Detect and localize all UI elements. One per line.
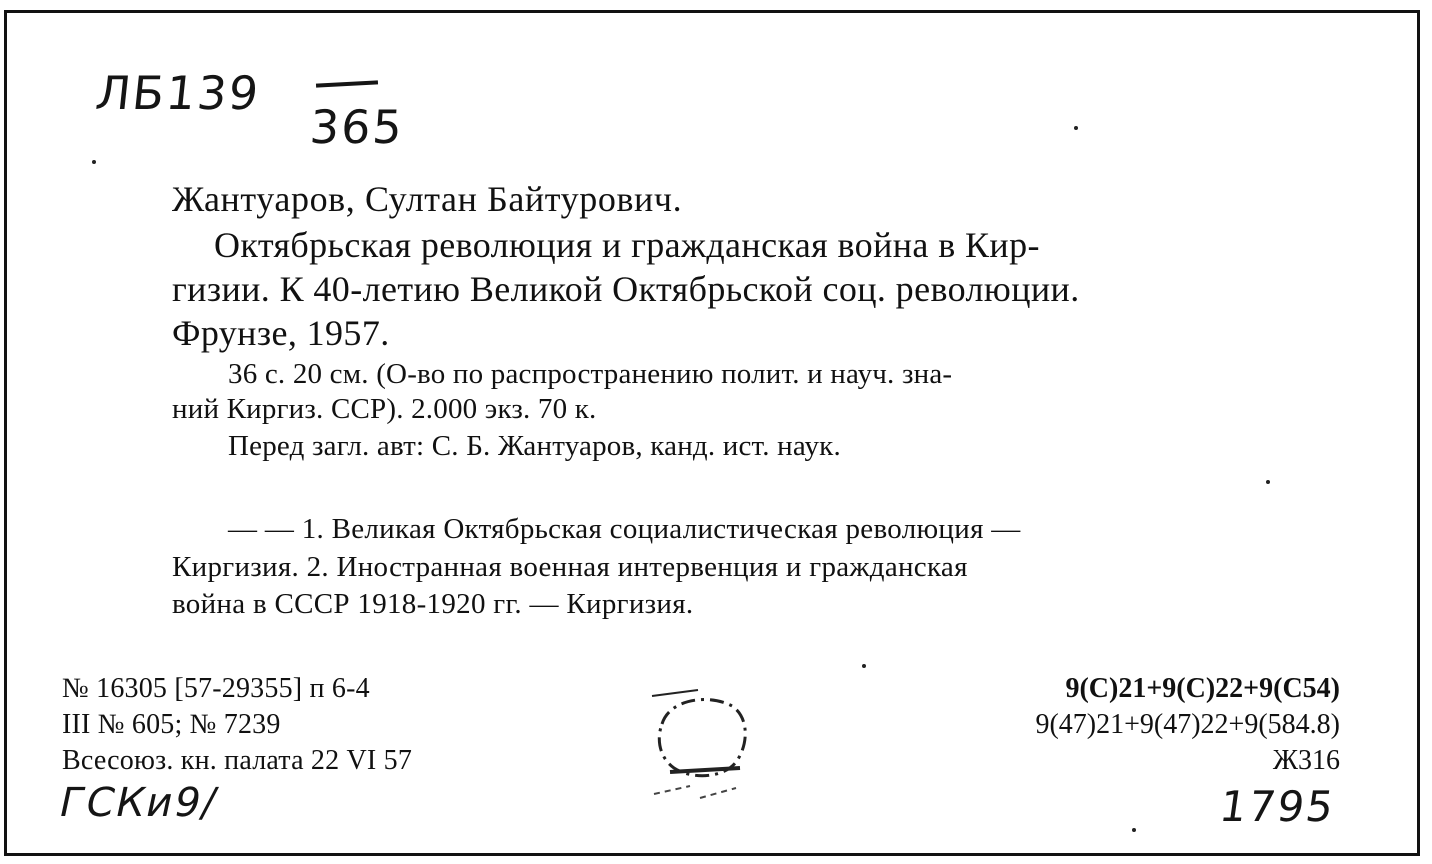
paper-speck	[1132, 828, 1136, 832]
subject-line-2: Киргизия. 2. Иностранная военная интервенция и гражданская	[172, 551, 968, 583]
footer-left-line-1: № 16305 [57-29355] п 6-4	[62, 673, 370, 704]
footer-left-line-2: III № 605; № 7239	[62, 709, 281, 740]
description-line-3: Перед загл. авт: С. Б. Жантуаров, канд. ист. наук.	[228, 430, 841, 462]
handwritten-note-bottom-right: 1795	[1216, 782, 1339, 831]
description-line-2: ний Киргиз. ССР). 2.000 экз. 70 к.	[172, 393, 597, 425]
paper-speck	[862, 664, 866, 668]
paper-speck	[1074, 126, 1078, 130]
title-line-1: Октябрьская революция и гражданская война в Кир-	[214, 225, 1040, 265]
footer-right-line-3: Ж316	[1272, 745, 1340, 776]
footer-right-line-2: 9(47)21+9(47)22+9(584.8)	[1035, 709, 1340, 740]
title-line-3: Фрунзе, 1957.	[172, 313, 390, 353]
subject-line-1: — — 1. Великая Октябрьская социалистическая революция —	[228, 513, 1021, 545]
author-heading: Жантуаров, Султан Байтурович.	[172, 179, 683, 219]
description-line-1: 36 с. 20 см. (О-во по распространению полит. и науч. зна-	[228, 358, 953, 390]
paper-speck	[1266, 480, 1270, 484]
subject-line-3: война в СССР 1918-1920 гг. — Киргизия.	[172, 588, 694, 620]
paper-speck	[92, 160, 96, 164]
shelf-mark-top: ЛБ139	[93, 66, 263, 120]
footer-left-line-3: Всесоюз. кн. палата 22 VI 57	[62, 745, 413, 776]
title-line-2: гизии. К 40-летию Великой Октябрьской соц. революции.	[172, 269, 1080, 309]
footer-right-line-1: 9(С)21+9(С)22+9(С54)	[1065, 673, 1340, 704]
shelf-mark-bottom: 365	[308, 100, 406, 154]
handwritten-note-bottom-left: ГСКи9/	[55, 780, 223, 826]
library-stamp-icon	[640, 676, 770, 806]
